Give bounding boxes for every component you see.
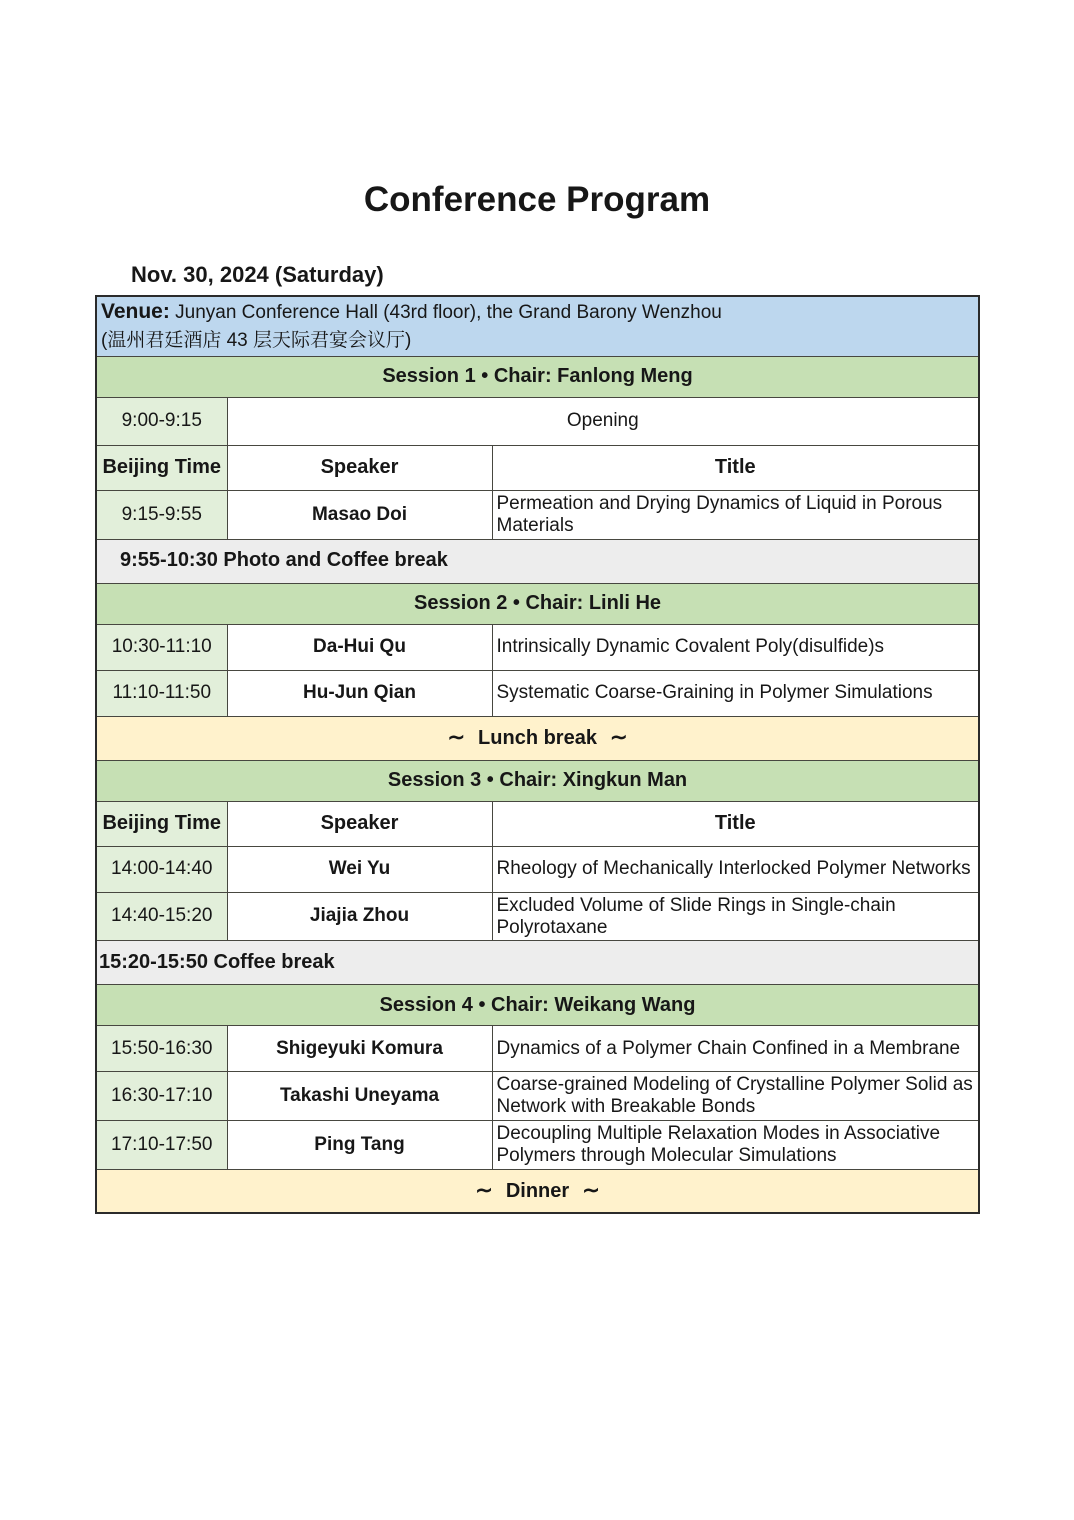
time-cell: 14:40-15:20 xyxy=(96,892,227,941)
table-row xyxy=(96,892,979,941)
time-cell: 15:50-16:30 xyxy=(96,1026,227,1072)
talk-title-cell: Decoupling Multiple Relaxation Modes in Associative Polymers through Molecular Simulations xyxy=(492,1121,979,1170)
meal-label: Lunch break xyxy=(478,726,597,749)
talk-title-cell: Systematic Coarse-Graining in Polymer Simulations xyxy=(492,670,979,716)
talk-title-cell: Dynamics of a Polymer Chain Confined in a Membrane xyxy=(492,1026,979,1072)
program-table xyxy=(95,295,980,1215)
time-cell: 9:15-9:55 xyxy=(96,491,227,540)
table-row xyxy=(96,801,979,846)
meal-cell xyxy=(96,1169,979,1213)
table-row xyxy=(96,624,979,670)
time-cell: 17:10-17:50 xyxy=(96,1121,227,1170)
table-row xyxy=(96,1121,979,1170)
session-header: Session 4 • Chair: Weikang Wang xyxy=(96,985,979,1026)
table-row xyxy=(96,1169,979,1213)
tilde-decoration: ∼ xyxy=(447,725,466,749)
table-row xyxy=(96,539,979,583)
tilde-decoration: ∼ xyxy=(609,725,628,749)
venue-line-1 xyxy=(101,300,974,325)
talk-title-cell: Excluded Volume of Slide Rings in Single-chain Polyrotaxane xyxy=(492,892,979,941)
talk-title-cell: Permeation and Drying Dynamics of Liquid in Porous Materials xyxy=(492,491,979,540)
time-cell: 14:00-14:40 xyxy=(96,846,227,892)
speaker-cell: Hu-Jun Qian xyxy=(227,670,492,716)
break-cell: 9:55-10:30 Photo and Coffee break xyxy=(96,539,979,583)
tilde-decoration: ∼ xyxy=(475,1178,493,1202)
column-header-speaker: Speaker xyxy=(227,446,492,491)
time-cell: 9:00-9:15 xyxy=(96,398,227,446)
venue-text: Junyan Conference Hall (43rd floor), the Grand Barony Wenzhou xyxy=(169,302,722,324)
page-title: Conference Program xyxy=(363,180,711,219)
venue-cell xyxy=(96,296,979,357)
date-heading: Nov. 30, 2024 (Saturday) xyxy=(131,261,384,287)
session-header: Session 2 • Chair: Linli He xyxy=(96,583,979,624)
session-header: Session 3 • Chair: Xingkun Man xyxy=(96,760,979,801)
column-header-time: Beijing Time xyxy=(96,801,227,846)
session-header: Session 1 • Chair: Fanlong Meng xyxy=(96,357,979,398)
talk-title-cell: Intrinsically Dynamic Covalent Poly(disulfide)s xyxy=(492,624,979,670)
speaker-cell: Shigeyuki Komura xyxy=(227,1026,492,1072)
column-header-title: Title xyxy=(492,446,979,491)
speaker-cell: Jiajia Zhou xyxy=(227,892,492,941)
table-row xyxy=(96,941,979,985)
table-row xyxy=(96,491,979,540)
table-row xyxy=(96,846,979,892)
venue-label: Venue: xyxy=(101,300,170,324)
table-row xyxy=(96,357,979,398)
opening-cell: Opening xyxy=(227,398,979,446)
speaker-cell: Da-Hui Qu xyxy=(227,624,492,670)
table-row xyxy=(96,1026,979,1072)
meal-label: Dinner xyxy=(505,1179,570,1202)
speaker-cell: Wei Yu xyxy=(227,846,492,892)
table-row xyxy=(96,583,979,624)
time-cell: 10:30-11:10 xyxy=(96,624,227,670)
table-row xyxy=(96,716,979,760)
speaker-cell: Masao Doi xyxy=(227,491,492,540)
column-header-title: Title xyxy=(492,801,979,846)
table-row xyxy=(96,296,979,357)
time-cell: 11:10-11:50 xyxy=(96,670,227,716)
venue-line-2: (温州君廷酒店 43 层天际君宴会议厅) xyxy=(101,329,412,351)
speaker-cell: Takashi Uneyama xyxy=(227,1072,492,1121)
meal-cell xyxy=(96,716,979,760)
table-row xyxy=(96,985,979,1026)
table-row xyxy=(96,398,979,446)
talk-title-cell: Coarse-grained Modeling of Crystalline Polymer Solid as Network with Breakable Bonds xyxy=(492,1072,979,1121)
speaker-cell: Ping Tang xyxy=(227,1121,492,1170)
break-cell: 15:20-15:50 Coffee break xyxy=(96,941,979,985)
program-table-body xyxy=(96,296,979,1214)
column-header-time: Beijing Time xyxy=(96,446,227,491)
tilde-decoration: ∼ xyxy=(582,1178,600,1202)
table-row xyxy=(96,1072,979,1121)
table-row xyxy=(96,446,979,491)
table-row xyxy=(96,760,979,801)
time-cell: 16:30-17:10 xyxy=(96,1072,227,1121)
column-header-speaker: Speaker xyxy=(227,801,492,846)
talk-title-cell: Rheology of Mechanically Interlocked Polymer Networks xyxy=(492,846,979,892)
table-row xyxy=(96,670,979,716)
